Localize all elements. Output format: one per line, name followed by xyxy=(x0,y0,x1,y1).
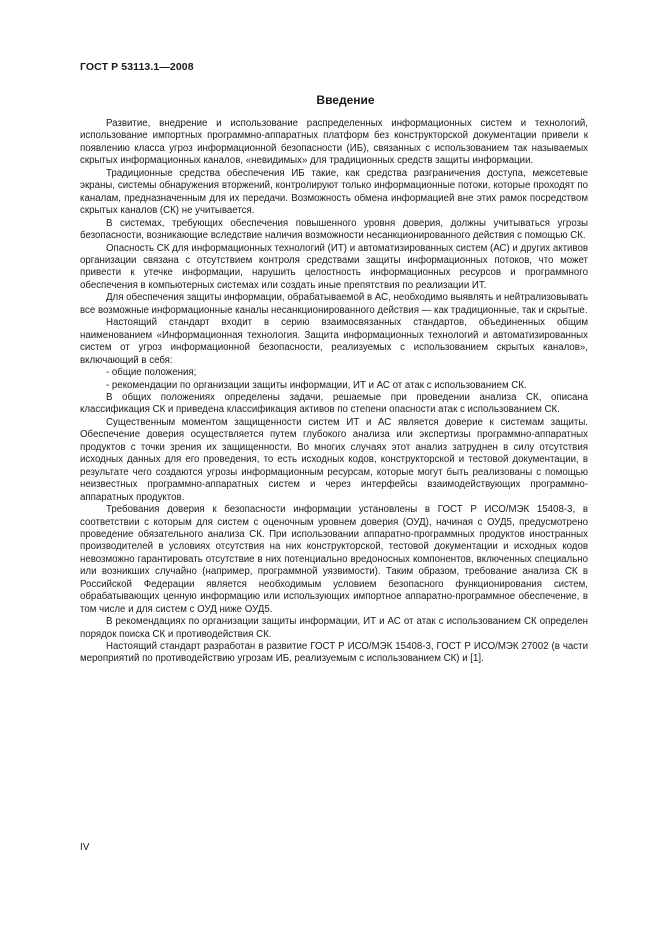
paragraph: Требования доверия к безопасности информации установлены в ГОСТ Р ИСО/МЭК 15408-3, в соответствии с которым для систем с оценочным уровнем доверия (ОУД), начиная с ОУД5, предусмотрено проведение обязательного анализа СК. При использовании аппаратно-программных продуктов иностранных производителей в условиях отсутствия на них конструкторской, тестовой документации и исходных кодов невозможно гарантировать отсутствие в них потенциально вредоносных компонентов, включенных специально или возникших случайно (например, программной уязвимости). Таким образом, требование анализа СК в Российской Федерации является необходимым условием безопасного функционирования систем, обрабатывающих ценную информацию или использующих импортное аппаратно-программное обеспечение, в том числе и для систем с ОУД ниже ОУД5. xyxy=(80,504,588,615)
list-item: - рекомендации по организации защиты информации, ИТ и АС от атак с использованием СК. xyxy=(106,379,527,391)
page-number: IV xyxy=(80,842,90,853)
paragraph: Существенным моментом защищенности систем ИТ и АС является доверие к системам защиты. Обеспечение доверия осуществляется путем глубокого анализа или экспертизы программно-аппаратных продуктов с точки зрения их защищенности. Во многих случаях этот анализ затруднен в силу отсутствия исходных данных для его проведения, то есть исходных кодов, конструкторской и тестовой документации, в результате чего создаются угрозы информационным ресурсам, которые могут быть реализованы с помощью неизвестных программно-аппаратных систем и через интерфейсы взаимодействующих программно-аппаратных продуктов. xyxy=(80,416,588,503)
paragraph: Настоящий стандарт входит в серию взаимосвязанных стандартов, объединенных общим наименованием «Информационная технология. Защита информационных технологий и автоматизированных систем от угроз информационной безопасности, реализуемых с использованием скрытых каналов», включающий в себя: xyxy=(80,317,588,366)
document-header: ГОСТ Р 53113.1—2008 xyxy=(80,61,194,73)
body-text xyxy=(80,118,588,666)
paragraph: В общих положениях определены задачи, решаемые при проведении анализа СК, описана классификация СК и приведена классификация активов по степени опасности атак с использованием СК. xyxy=(80,391,588,416)
paragraph: Для обеспечения защиты информации, обрабатываемой в АС, необходимо выявлять и нейтрализовывать все возможные информационные каналы несанкционированного действия — как традиционные, так и скрытые. xyxy=(80,292,588,316)
paragraph: Традиционные средства обеспечения ИБ такие, как средства разграничения доступа, межсетевые экраны, системы обнаружения вторжений, контролируют только информационные потоки, которые проходят по каналам, предназначенным для их передачи. Возможность обмена информацией вне этих рамок посредством скрытых каналов (СК) не учитывается. xyxy=(80,167,588,217)
paragraph: В системах, требующих обеспечения повышенного уровня доверия, должны учитываться угрозы безопасности, возникающие вследствие наличия возможности несанкционированного действия с помощью СК. xyxy=(80,217,588,242)
section-title: Введение xyxy=(316,93,375,107)
paragraph: Опасность СК для информационных технологий (ИТ) и автоматизированных систем (АС) и других активов организации связана с отсутствием контроля средствами защиты информационных потоков, что может привести к утечке информации, нарушить целостность информационных ресурсов и программного обеспечения в компьютерных системах или создать иные препятствия по реализации ИТ. xyxy=(80,242,588,291)
paragraph: Развитие, внедрение и использование распределенных информационных систем и технологий, использование импортных программно-аппаратных платформ без конструкторской документации привели к появлению класса угроз информационной безопасности (ИБ), связанных с использованием так называемых скрытых информационных каналов, «невидимых» для традиционных средств защиты информации. xyxy=(80,118,588,167)
paragraph: Настоящий стандарт разработан в развитие ГОСТ Р ИСО/МЭК 15408-3, ГОСТ Р ИСО/МЭК 27002 (в части мероприятий по противодействию угрозам ИБ, реализуемым с использованием СК) и [1]. xyxy=(80,641,588,665)
paragraph: В рекомендациях по организации защиты информации, ИТ и АС от атак с использованием СК определен порядок поиска СК и противодействия СК. xyxy=(80,616,588,640)
list-item: - общие положения; xyxy=(106,367,197,379)
